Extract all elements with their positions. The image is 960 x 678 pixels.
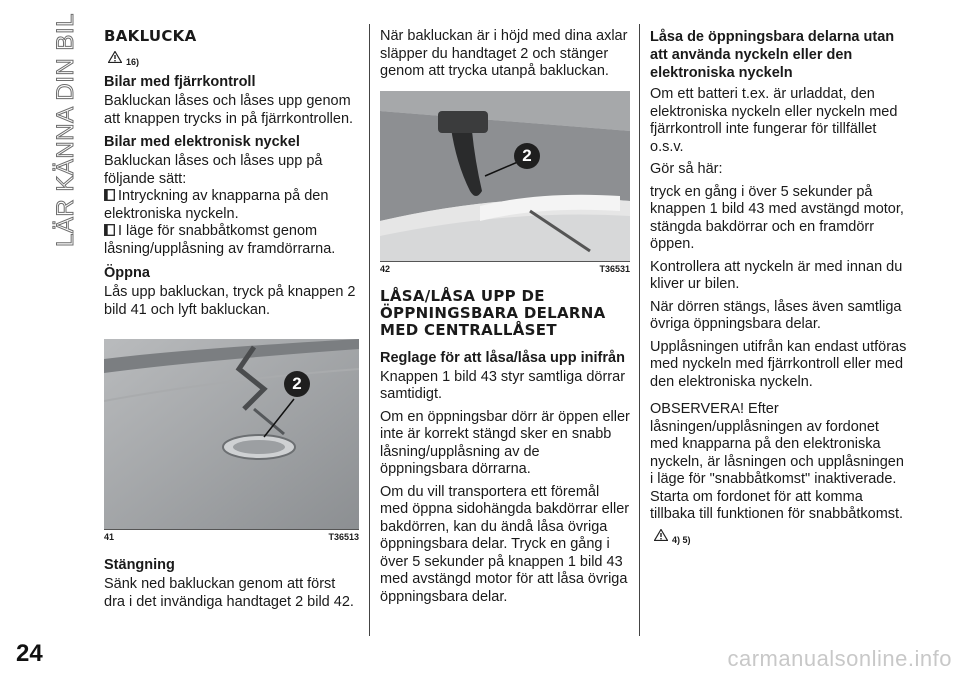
- subheading-electronic-key: Bilar med elektronisk nyckel: [104, 134, 300, 150]
- observe-note: OBSERVERA! Efter låsningen/upplåsningen av fordonet med knapparna på den elektroniska nyckeln, är låsningen och upplåsningen i läge för "snabbåtkomst" inaktiverade. Starta om fordonet för att komma tillbaka till funktionen för snabbåtkomst.: [650, 401, 904, 522]
- tailgate-exterior-illustration: [104, 339, 359, 529]
- subheading-close: Stängning: [104, 557, 175, 573]
- bullet-item: Intryckning av knapparna på den elektroniska nyckeln.: [104, 188, 329, 222]
- inside-text-3: Om du vill transportera ett föremål med öppna sidohängda bakdörrar eller bakdörren, kan du ändå låsa övriga öppningsbara delar. Tryck en gång i över 5 sekunder på knappen 1 bild 43 med avstängd motor för att låsa övriga öppningsbara delar.: [380, 483, 630, 605]
- paragraph: Gör så här:: [650, 161, 723, 177]
- side-chapter-title: LÄR KÄNNA DIN BIL: [52, 13, 79, 247]
- watermark: carmanualsonline.info: [727, 646, 952, 671]
- column-divider: [639, 24, 640, 636]
- subheading-remote: Bilar med fjärrkontroll: [104, 74, 256, 90]
- warning-note: 4) 5): [654, 529, 910, 545]
- subheading-inside-controls: Reglage för att låsa/låsa upp inifrån: [380, 349, 625, 366]
- paragraph: tryck en gång i över 5 sekunder på knappen 1 bild 43 med avstängd motor, stängda bakdörrar och en framdörr öppen.: [650, 183, 904, 252]
- subheading-manual-lock: Låsa de öppningsbara delarna utan att använda nyckeln eller den elektroniska nyckeln: [650, 29, 895, 81]
- column-divider: [369, 24, 370, 636]
- figure-caption: 42 T36531: [380, 261, 630, 274]
- callout-badge: 2: [284, 371, 310, 397]
- section-heading-baklucka: BAKLUCKA: [104, 27, 197, 45]
- column-2: [380, 28, 630, 611]
- remote-text: Bakluckan låses och låses upp genom att knappen trycks in på fjärrkontrollen.: [104, 93, 354, 127]
- checkbox-bullet-icon: [104, 189, 115, 201]
- callout-badge: 2: [514, 143, 540, 169]
- paragraph: Kontrollera att nyckeln är med innan du kliver ur bilen.: [650, 258, 903, 292]
- warning-triangle-icon: [654, 529, 668, 541]
- figure-41-tailgate-handle: [104, 339, 359, 529]
- inside-text-1: Knappen 1 bild 43 styr samtliga dörrar samtidigt.: [380, 368, 626, 402]
- bullet-item: I läge för snabbåtkomst genom låsning/upplåsning av framdörrarna.: [104, 223, 336, 257]
- inside-text-2: Om en öppningsbar dörr är öppen eller inte är korrekt stängd sker en snabb låsning/upplåsning av de öppningsbara dörrarna.: [380, 408, 630, 477]
- page-number: 24: [16, 640, 43, 667]
- column-3: [650, 28, 910, 551]
- tailgate-interior-illustration: [380, 91, 630, 261]
- intro-text: När bakluckan är i höjd med dina axlar släpper du handtaget 2 och stänger genom att trycka utanpå bakluckan.: [380, 28, 628, 79]
- section-heading-central-locking: LÅSA/LÅSA UPP DE ÖPPNINGSBARA DELARNA MED CENTRALLÅSET: [380, 286, 606, 339]
- open-text: Lås upp bakluckan, tryck på knappen 2 bild 41 och lyft bakluckan.: [104, 284, 356, 318]
- warning-triangle-icon: [108, 51, 122, 63]
- warning-note: 16): [108, 51, 359, 67]
- key-text: Bakluckan låses och låses upp på följande sätt:: [104, 153, 323, 187]
- column-1: [104, 28, 359, 616]
- paragraph: Om ett batteri t.ex. är urladdat, den elektroniska nyckeln eller nyckeln med fjärrkontroll inte fungerar för tillfället o.s.v.: [650, 86, 898, 155]
- paragraph: När dörren stängs, låses även samtliga övriga öppningsbara delar.: [650, 298, 902, 332]
- paragraph: Upplåsningen utifrån kan endast utföras med nyckeln med fjärrkontroll eller med den elektroniska nyckeln.: [650, 338, 907, 390]
- figure-caption: 41 T36513: [104, 529, 359, 542]
- checkbox-bullet-icon: [104, 224, 115, 236]
- close-text: Sänk ned bakluckan genom att först dra i det invändiga handtaget 2 bild 42.: [104, 576, 354, 610]
- figure-42-tailgate-strap: [380, 91, 630, 261]
- subheading-open: Öppna: [104, 265, 150, 281]
